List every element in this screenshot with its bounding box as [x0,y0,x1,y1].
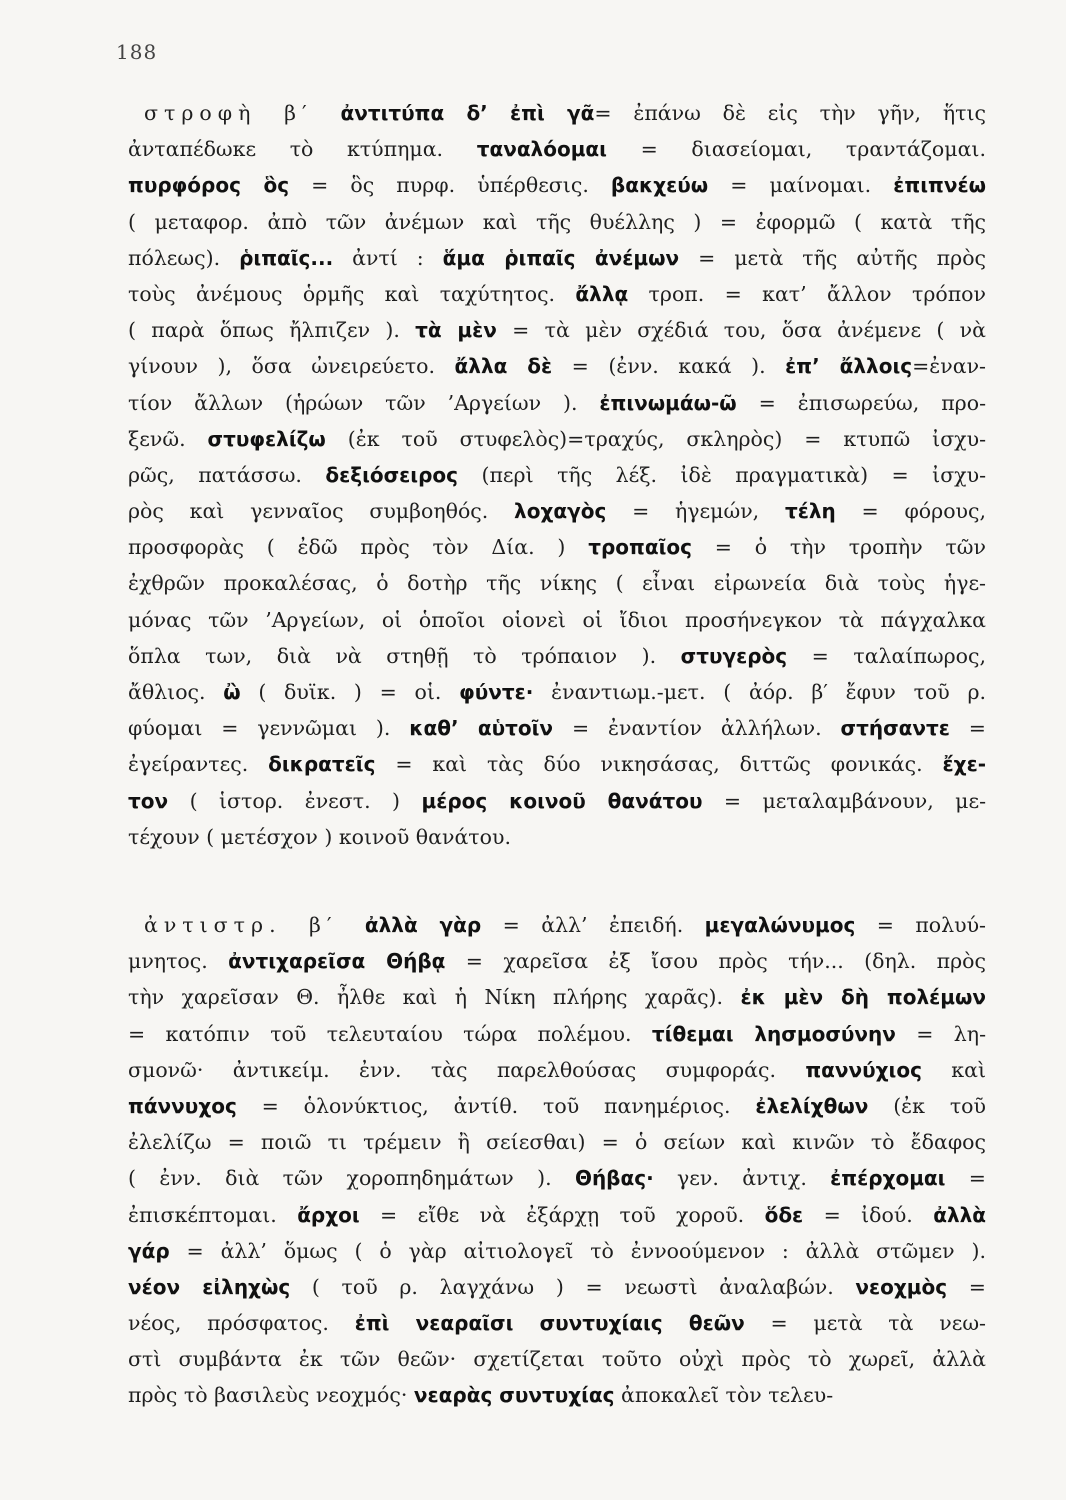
gloss-text: = εἴθε νὰ ἐξάρχῃ τοῦ χοροῦ. [359,1202,765,1227]
gloss-text: = μετὰ τὰ νεω- [744,1311,986,1336]
text-line [128,1305,986,1341]
gloss-text: ἄθλιος. [128,680,224,704]
gloss-text: (περὶ τῆς λέξ. ἰδὲ πραγματικὰ) = ἰσχυ- [458,462,986,487]
headword: στυφελίζω [207,426,326,451]
gloss-text: = λη- [895,1021,986,1046]
paragraph-antistrophe [128,907,986,1414]
section-label: στροφὴ β′ [144,101,341,125]
text-line [128,1341,986,1377]
gloss-text: (ἐκ τοῦ στυφελὸς)=τραχύς, σκληρὸς) = κτυπῶ ἰσχυ- [325,426,986,451]
text-line [128,1160,986,1196]
text-line [128,674,986,710]
headword: τον [128,788,169,813]
headword: καθ’ αὑτοῖν [409,716,554,741]
gloss-text: = ἐναντίον ἀλλήλων. [553,716,841,741]
gloss-text: νέος, πρόσφατος. [128,1311,355,1336]
gloss-text: ἐχθρῶν προκαλέσας, ὁ δοτὴρ τῆς νίκης ( εἶναι εἰρωνεία διὰ τοὺς ἡγε- [128,571,986,596]
text-line [128,312,986,348]
text-line [128,167,986,203]
headword: ἀντιχαρεῖσα Θήβᾳ [228,949,446,974]
gloss-text: τίον ἄλλων (ἡρώων τῶν ’Αργείων ). [128,390,600,415]
gloss-text: προσφορὰς ( ἐδῶ πρὸς τὸν Δία. ) [128,535,589,560]
headword: δικρατεῖς [268,752,376,777]
text-line [128,638,986,674]
gloss-text: = ἐπάνω δὲ εἰς τὴν γῆν, ἥτις [594,101,986,125]
text-line [128,204,986,240]
headword: στυγερὸς [680,643,788,668]
gloss-text: ἐλελίζω = ποιῶ τι τρέμειν ἢ σείεσθαι) = ὁ σείων καὶ κινῶν τὸ ἔδαφος [128,1130,986,1155]
gloss-text: ( δυϊκ. ) = οἱ. [240,680,460,704]
gloss-text: φύομαι = γεννῶμαι ). [128,716,410,741]
gloss-text: πόλεως). [128,245,240,270]
gloss-text: = πολυύ- [855,913,986,937]
headword: ἐλελίχθων [755,1093,869,1118]
text-line [128,1052,986,1088]
gloss-text: ξενῶ. [128,426,208,451]
gloss-text: ὅπλα των, διὰ νὰ στηθῇ τὸ τρόπαιον ). [128,643,681,668]
text-line [128,385,986,421]
gloss-text: στὶ συμβάντα ἐκ τῶν θεῶν· σχετίζεται τοῦτο οὐχὶ πρὸς τὸ χωρεῖ, ἀλλὰ [128,1347,986,1372]
text-line [128,348,986,384]
text-line [128,529,986,565]
text-line [128,95,986,131]
gloss-text: = ἡγεμών, [606,499,785,524]
headword: Θήβας· [574,1166,654,1191]
text-line [128,1197,986,1233]
headword: γάρ [128,1238,170,1263]
text-line [128,421,986,457]
text-line [128,943,986,979]
gloss-text: ἀποκαλεῖ τὸν τελευ- [614,1383,834,1408]
headword: φύντε· [459,680,534,704]
text-line [128,746,986,782]
gloss-text: (ἐκ τοῦ [868,1093,986,1118]
text-line [128,565,986,601]
headword: ἔχε- [942,752,986,777]
gloss-text: σμονῶ· ἀντικείμ. ἐνν. τὰς παρελθούσας συμφοράς. [128,1057,806,1082]
gloss-text: = μεταλαμβάνουν, με- [702,788,986,813]
gloss-text: = ἀλλ’ ἐπειδή. [481,913,705,937]
gloss-text: ( ἐνν. διὰ τῶν χοροπηδημάτων ). [128,1166,575,1191]
headword: νεαρὰς συντυχίας [413,1383,615,1408]
headword: παννύχιος [805,1057,922,1082]
headword: ἐπὶ νεαραῖσι συντυχίαις θεῶν [354,1311,745,1336]
text-line [128,979,986,1015]
headword: ἄρχοι [297,1202,360,1227]
gloss-text: = [947,1274,986,1299]
gloss-text: ἐπισκέπτομαι. [128,1202,298,1227]
gloss-text: = ὃς πυρφ. ὑπέρθεσις. [289,173,611,198]
text-line [128,1088,986,1124]
gloss-text: ἀντί : [333,245,443,270]
text-line [128,457,986,493]
gloss-text: ( παρὰ ὅπως ἤλπιζεν ). [128,318,416,343]
gloss-text: ἐγείραντες. [128,752,269,777]
text-line [128,1269,986,1305]
gloss-text: = ἰδού. [803,1202,934,1227]
headword: τὰ μὲν [415,318,497,343]
gloss-text: = τὰ μὲν σχέδιά του, ὅσα ἀνέμενε ( νὰ [496,318,986,343]
text-line [128,493,986,529]
gloss-text: = ὁλονύκτιος, ἀντίθ. τοῦ πανημέριος. [236,1093,756,1118]
headword: ἐκ μὲν δὴ πολέμων [740,985,986,1010]
gloss-text: τὴν χαρεῖσαν Θ. ἦλθε καὶ ἡ Νίκη πλήρης χαρᾶς). [128,985,741,1010]
gloss-text: = [949,716,986,741]
headword: ἐπέρχομαι [830,1166,946,1191]
text-line [128,907,986,943]
section-label: ἀντιστρ. β′ [144,913,365,937]
headword: βακχεύω [610,173,709,198]
text-line [128,240,986,276]
gloss-text: τοὺς ἀνέμους ὁρμῆς καὶ ταχύτητος. [128,281,576,306]
text-line [128,819,986,855]
gloss-text: καὶ [921,1057,986,1082]
headword: στήσαντε [840,716,950,741]
headword: ἄλλα δὲ [454,354,553,379]
gloss-text: γεν. ἀντιχ. [653,1166,831,1191]
gloss-text: = μετὰ τῆς αὐτῆς πρὸς [679,245,986,270]
headword: ἐπ’ ἄλλοις [785,354,913,379]
headword: ῥιπαῖς... [239,245,334,270]
gloss-text: =ἐναν- [912,354,986,379]
gloss-text: πρὸς τὸ βασιλεὺς νεοχμός· [128,1383,414,1408]
gloss-text: ἐναντιωμ.-μετ. ( ἀόρ. β′ ἔφυν τοῦ ρ. [533,680,986,704]
headword: λοχαγὸς [514,499,607,524]
headword: ἅμα ῥιπαῖς ἀνέμων [442,245,680,270]
gloss-text: = διασείομαι, τραντάζομαι. [606,137,986,162]
gloss-text: ἀνταπέδωκε τὸ κτύπημα. [128,137,477,162]
text-line [128,131,986,167]
headword: ὢ [223,680,241,704]
headword: ἀλλὰ γὰρ [364,913,482,937]
gloss-text: τροπ. = κατ’ ἄλλον τρόπον [628,281,986,306]
headword: δεξιόσειρος [325,462,459,487]
headword: πυρφόρος ὃς [128,173,290,198]
headword: ἀλλὰ [933,1202,986,1227]
headword: ἐπινωμάω-ῶ [599,390,737,415]
gloss-text: = καὶ τὰς δύο νικησάσας, διττῶς φονικάς. [375,752,943,777]
gloss-text: = (ἐνν. κακά ). [552,354,786,379]
headword: τέλη [784,499,836,524]
text-line [128,710,986,746]
gloss-text: = χαρεῖσα ἐξ ἴσου πρὸς τήν... (δηλ. πρὸς [445,949,986,974]
headword: τροπαῖος [588,535,692,560]
gloss-text: = ἀλλ’ ὅμως ( ὁ γὰρ αἰτιολογεῖ τὸ ἐννοούμενον : ἀλλὰ στῶμεν ). [169,1238,986,1263]
gloss-text: = ὁ τὴν τροπὴν τῶν [691,535,986,560]
gloss-text: = φόρους, [835,499,986,524]
gloss-text: ( τοῦ ρ. λαγχάνω ) = νεωστὶ ἀναλαβών. [290,1274,856,1299]
text-line [128,276,986,312]
headword: ἐπιπνέω [893,173,986,198]
gloss-text: = μαίνομαι. [708,173,894,198]
headword: μεγαλώνυμος [704,913,856,937]
text-line [128,1016,986,1052]
gloss-text: τέχουν ( μετέσχον ) κοινοῦ θανάτου. [128,824,511,849]
text-line [128,783,986,819]
headword: νεοχμὸς [855,1274,948,1299]
headword: ταναλόομαι [476,137,607,162]
gloss-text: = ταλαίπωρος, [787,643,986,668]
gloss-text: μόνας τῶν ’Αργείων, οἱ ὁποῖοι οἱονεὶ οἱ ἴδιοι προσήνεγκον τὰ πάγχαλκα [128,607,986,632]
page-number: 188 [116,40,158,64]
gloss-text: = [945,1166,986,1191]
gloss-text: ρῶς, πατάσσω. [128,462,326,487]
paragraph-strophe [128,95,986,855]
gloss-text: = ἐπισωρεύω, προ- [736,390,986,415]
headword: μέρος κοινοῦ θανάτου [421,788,703,813]
gloss-text: = κατόπιν τοῦ τελευταίου τώρα πολέμου. [128,1021,652,1046]
gloss-text: ρὸς καὶ γενναῖος συμβοηθός. [128,499,515,524]
gloss-text: ( ἱστορ. ἐνεστ. ) [168,788,422,813]
text-line [128,1377,986,1413]
text-line [128,1124,986,1160]
gloss-text: μνητος. [128,949,229,974]
gloss-text: γίνουν ), ὅσα ὠνειρεύετο. [128,354,455,379]
headword: πάννυχος [128,1093,237,1118]
text-line [128,1233,986,1269]
headword: νέον εἰληχὼς [128,1274,291,1299]
headword: τίθεμαι λησμοσύνην [651,1021,896,1046]
text-line [128,602,986,638]
gloss-text: ( μεταφορ. ἀπὸ τῶν ἀνέμων καὶ τῆς θυέλλης ) = ἐφορμῶ ( κατὰ τῆς [128,209,986,234]
headword: ὅδε [764,1202,804,1227]
headword: ἄλλᾳ [575,281,629,306]
headword: ἀντιτύπα δ’ ἐπὶ γᾶ [340,101,595,125]
